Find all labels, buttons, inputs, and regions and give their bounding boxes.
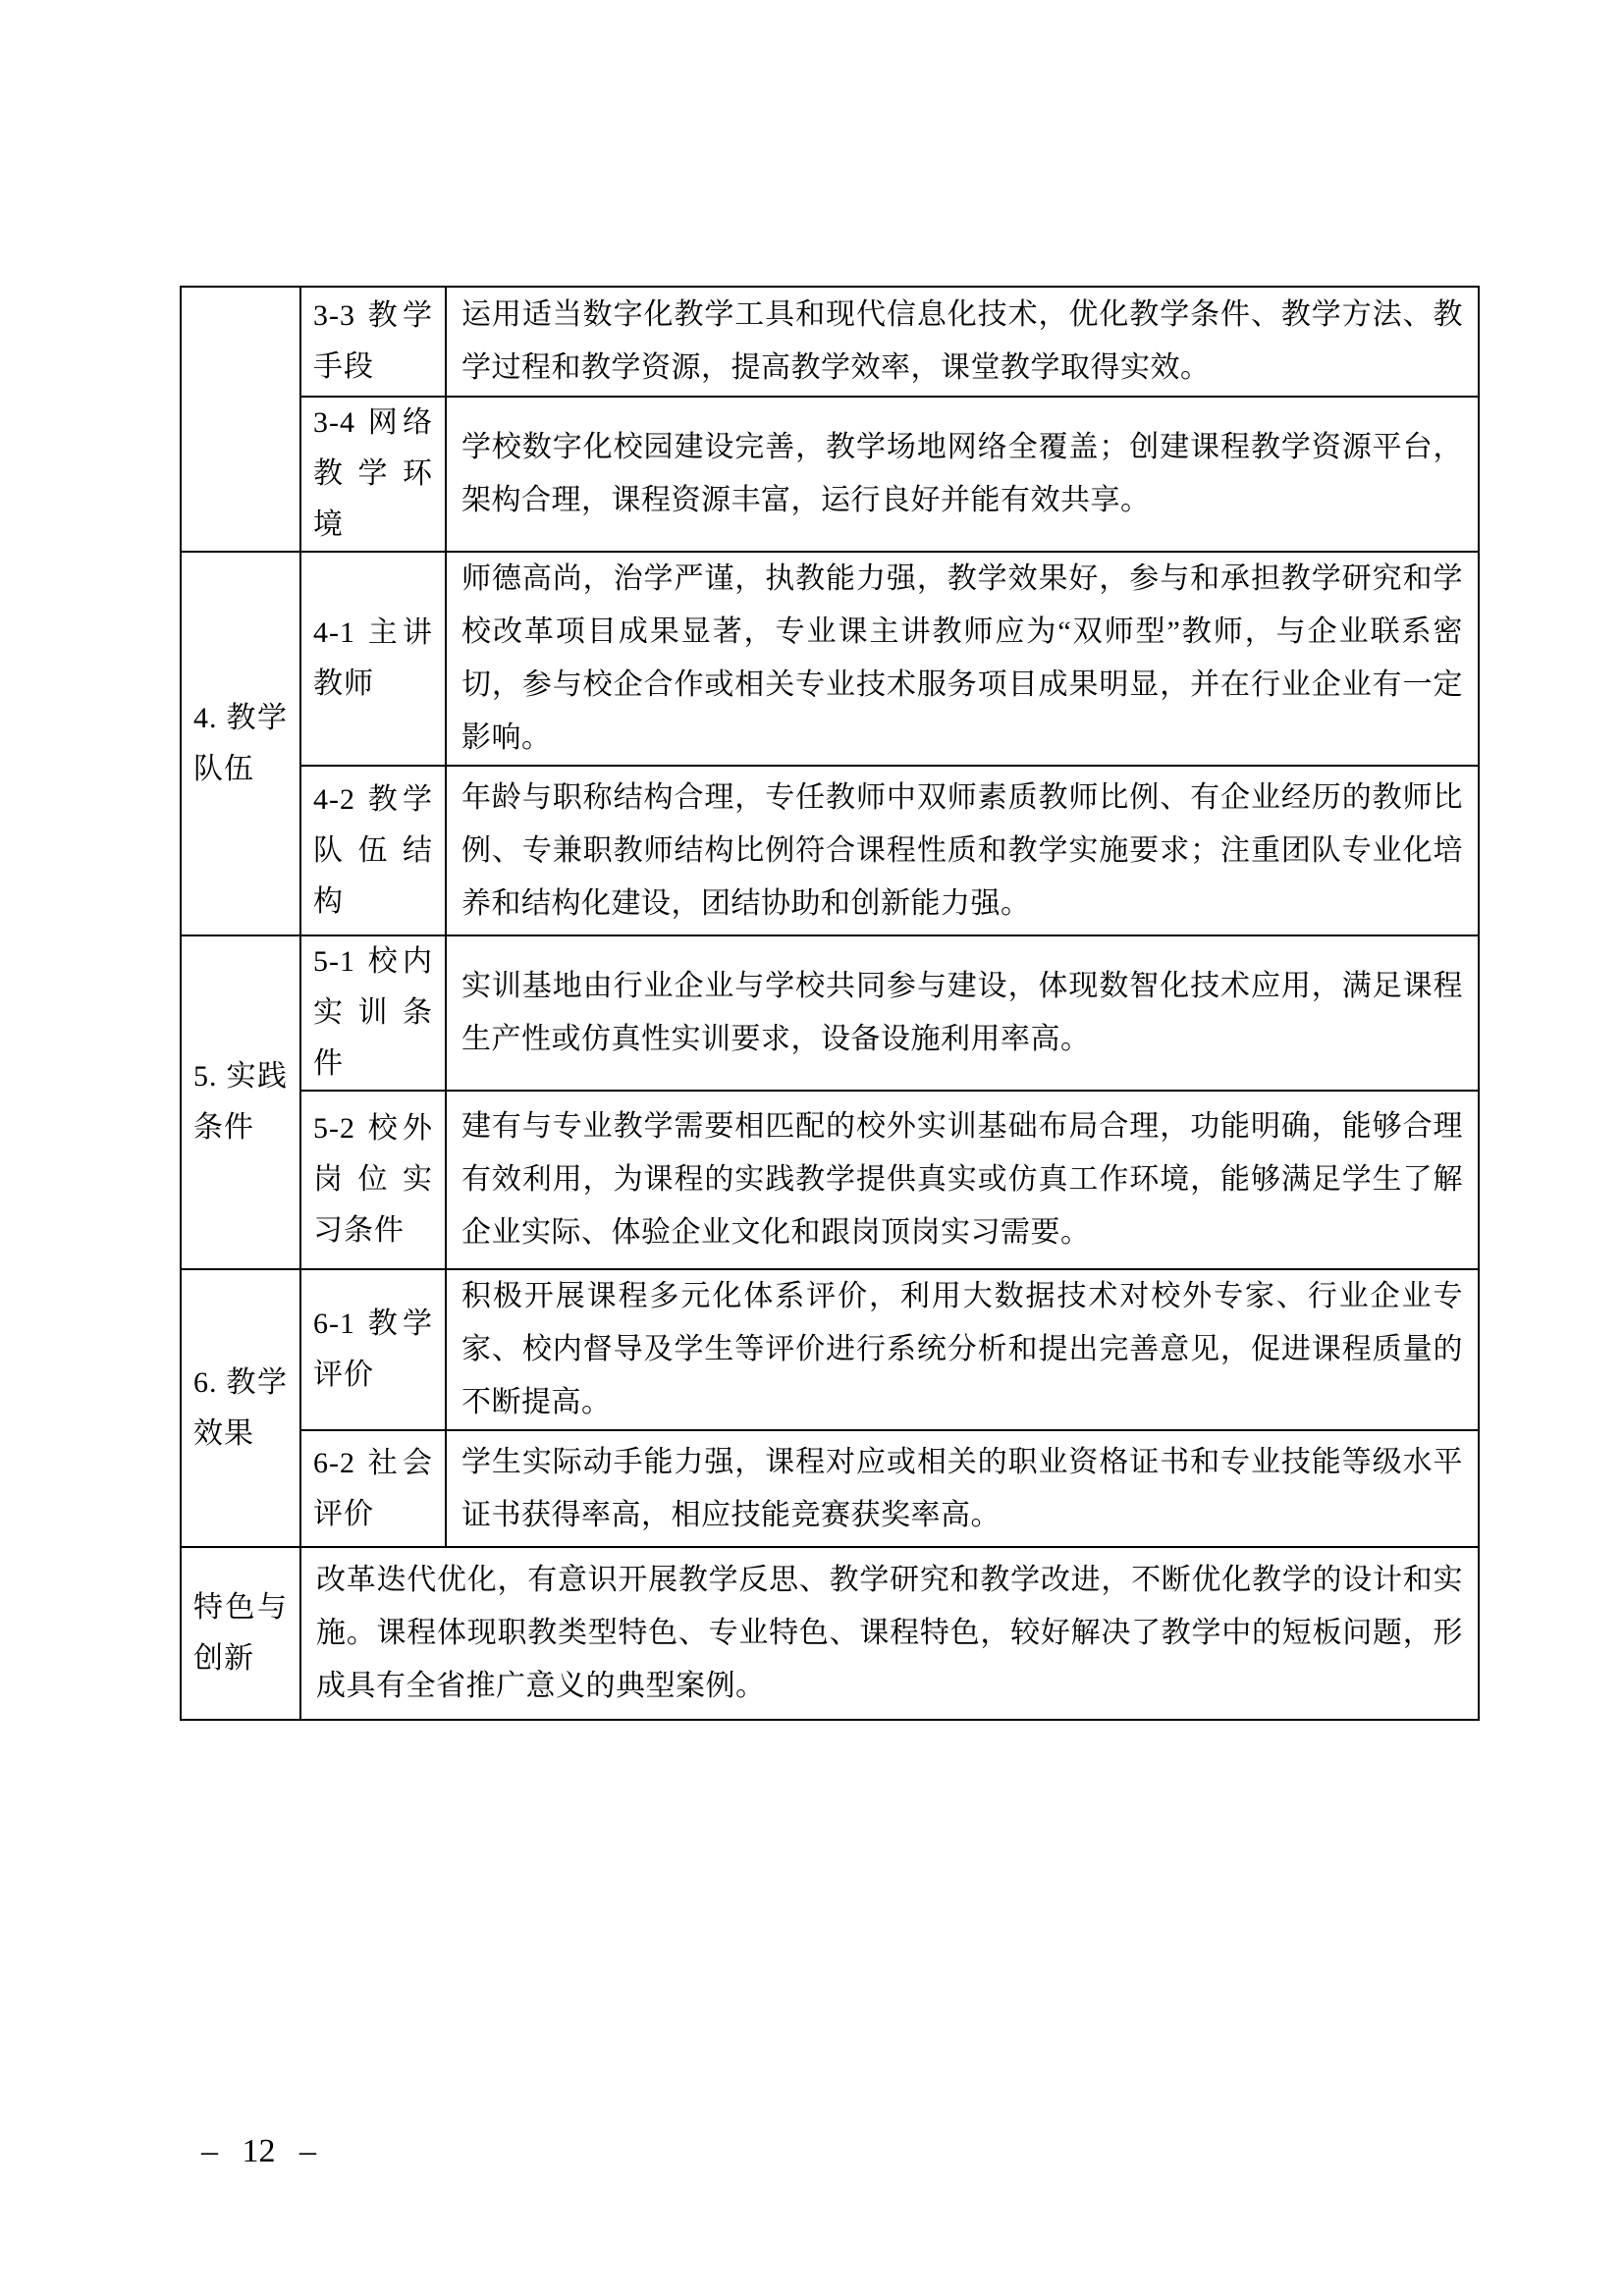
section-label-6: 6. 教学效果 bbox=[181, 1269, 300, 1547]
table-row bbox=[181, 1091, 1479, 1269]
item-label-5-1: 5-1 校内实训条件 bbox=[300, 935, 446, 1091]
criteria-text-4-1: 师德高尚，治学严谨，执教能力强，教学效果好，参与和承担教学研究和学校改革项目成果显著，专业课主讲教师应为“双师型”教师，与企业联系密切，参与校企合作或相关专业技术服务项目成果明显，并在行业企业有一定影响。 bbox=[446, 552, 1479, 766]
item-label-5-2: 5-2 校外岗位实习条件 bbox=[300, 1091, 446, 1269]
item-label-3-3: 3-3 教学手段 bbox=[300, 287, 446, 397]
section-cell-empty bbox=[181, 287, 300, 552]
criteria-text-3-4: 学校数字化校园建设完善，教学场地网络全覆盖；创建课程教学资源平台，架构合理，课程资源丰富，运行良好并能有效共享。 bbox=[446, 397, 1479, 552]
item-label-3-4: 3-4 网络教学环境 bbox=[300, 397, 446, 552]
criteria-text-features: 改革迭代优化，有意识开展教学反思、教学研究和教学改进，不断优化教学的设计和实施。课程体现职教类型特色、专业特色、课程特色，较好解决了教学中的短板问题，形成具有全省推广意义的典型案例。 bbox=[300, 1547, 1479, 1720]
criteria-text-6-2: 学生实际动手能力强，课程对应或相关的职业资格证书和专业技能等级水平证书获得率高，相应技能竞赛获奖率高。 bbox=[446, 1430, 1479, 1547]
criteria-text-5-2: 建有与专业教学需要相匹配的校外实训基础布局合理，功能明确，能够合理有效利用，为课程的实践教学提供真实或仿真工作环境，能够满足学生了解企业实际、体验企业文化和跟岗顶岗实习需要。 bbox=[446, 1091, 1479, 1269]
section-label-features: 特色与创新 bbox=[181, 1547, 300, 1720]
table-row bbox=[181, 1269, 1479, 1430]
criteria-text-5-1: 实训基地由行业企业与学校共同参与建设，体现数智化技术应用，满足课程生产性或仿真性实训要求，设备设施利用率高。 bbox=[446, 935, 1479, 1091]
section-label-4: 4. 教学队伍 bbox=[181, 552, 300, 935]
table-row bbox=[181, 397, 1479, 552]
table-row bbox=[181, 935, 1479, 1091]
criteria-text-4-2: 年龄与职称结构合理，专任教师中双师素质教师比例、有企业经历的教师比例、专兼职教师结构比例符合课程性质和教学实施要求；注重团队专业化培养和结构化建设，团结协助和创新能力强。 bbox=[446, 766, 1479, 935]
item-label-4-2: 4-2 教学队伍结构 bbox=[300, 766, 446, 935]
criteria-text-3-3: 运用适当数字化教学工具和现代信息化技术，优化教学条件、教学方法、教学过程和教学资源，提高教学效率，课堂教学取得实效。 bbox=[446, 287, 1479, 397]
table-row bbox=[181, 552, 1479, 766]
criteria-table bbox=[180, 286, 1480, 1721]
item-label-6-2: 6-2 社会评价 bbox=[300, 1430, 446, 1547]
table-row bbox=[181, 1547, 1479, 1720]
item-label-6-1: 6-1 教学评价 bbox=[300, 1269, 446, 1430]
section-label-5: 5. 实践条件 bbox=[181, 935, 300, 1269]
page-number: – 12 – bbox=[201, 2133, 316, 2169]
table-row bbox=[181, 766, 1479, 935]
criteria-text-6-1: 积极开展课程多元化体系评价，利用大数据技术对校外专家、行业企业专家、校内督导及学生等评价进行系统分析和提出完善意见，促进课程质量的不断提高。 bbox=[446, 1269, 1479, 1430]
table-row bbox=[181, 287, 1479, 397]
item-label-4-1: 4-1 主讲教师 bbox=[300, 552, 446, 766]
table-row bbox=[181, 1430, 1479, 1547]
